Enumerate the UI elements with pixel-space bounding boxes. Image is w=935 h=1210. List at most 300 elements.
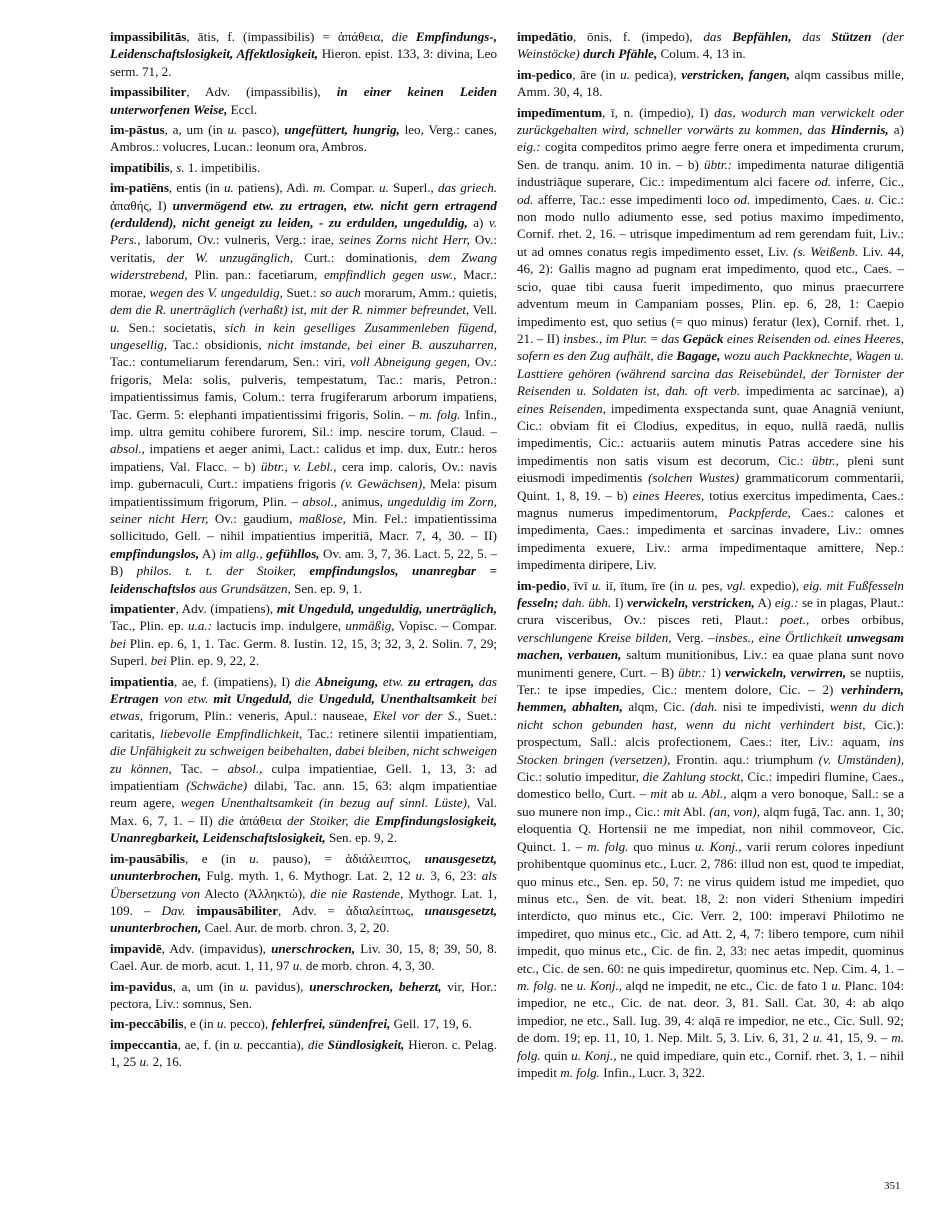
headword: im-peccābilis [110, 1016, 184, 1032]
italic-text: von etw. [163, 691, 209, 707]
italic-text: dah. übh. [561, 595, 612, 610]
entry-text: = [647, 330, 662, 346]
entry-text: Tac.: contumeliarum ferendarum, Sen.: viri, [110, 354, 351, 370]
italic-text: wegen Unenthaltsamkeit (in bezug auf sinnl. Lüste), [180, 795, 471, 811]
entry-text: Hieron. epist. 133, 3: divina, Leo serm. 71, 2. [110, 46, 498, 79]
entry-text: Colum. 4, 13 in. [657, 46, 746, 62]
italic-text: die Unfähigkeit zu schweigen beibehalten, dabei bleiben, nicht schweigen zu können, [110, 743, 497, 776]
entry-text: 1) [706, 664, 726, 680]
italic-text: das [661, 330, 680, 346]
italic-text: u. [831, 977, 842, 993]
italic-text: u. [223, 180, 234, 196]
italic-text: sich in kein geselliges Zusammenleben fügend, ungesellig, [110, 319, 498, 352]
entry-text: saltum munitionibus, Liv.: ea quae plana sunt novo munimenti genere, Curt. – B) [517, 647, 904, 680]
dictionary-entry [110, 1036, 497, 1071]
italic-text: die [307, 1036, 324, 1052]
entry-text: Cic.: non modo nullo adiumento esse, sed potius maximo impedimento, Cornif. rhet. 2, 16. – utrisque impedimentum ad rem gerendam fuit, Liv.: ut ad omnes conatus regis impedimento esset, Liv. [517, 191, 904, 259]
italic-text: u. [239, 978, 250, 994]
headword: impedātio [517, 29, 574, 44]
dictionary-entry [517, 104, 904, 574]
gloss-text: fehlerfrei, sündenfrei, [271, 1016, 391, 1032]
italic-text: die [294, 673, 311, 689]
italic-text: etw. [382, 673, 404, 689]
entry-text: quo minus [628, 838, 695, 854]
italic-text: u. [864, 191, 875, 207]
entry-text: Cic.: impediri flumine, Caes., domestico bello, Curt. – [517, 769, 904, 802]
entry-text: animus, [337, 493, 388, 509]
entry-text: a) [888, 122, 904, 138]
entry-text: Ov. am. 3, 7, 36. Lact. 5, 22, 5. – B) [110, 545, 497, 579]
dictionary-entry [110, 850, 497, 937]
entry-text: nisi te impedivisti, [717, 699, 830, 715]
italic-text: eines Reisenden, [517, 400, 606, 416]
gloss-text: Ungeduld, Unenthaltsamkeit [318, 691, 476, 707]
italic-text: empfindlich gegen usw., [324, 267, 457, 283]
gloss-text: Stützen [831, 29, 872, 44]
entry-text: a) [467, 215, 489, 231]
italic-text: übtr.: [678, 664, 707, 680]
dictionary-entry [517, 28, 904, 63]
entry-text: Tac.: obsidionis, [167, 336, 268, 352]
entry-text: Cic.): prospectum, Sall.: alcis profectionem, Caes.: iter, Liv.: aquam, [517, 716, 904, 750]
entry-text: , a, um (in [172, 978, 240, 994]
italic-text: m. [313, 180, 326, 196]
italic-text: vgl. [726, 577, 746, 593]
entry-text: Fulg. myth. 1, 6. Mythogr. Lat. 2, 12 [201, 868, 416, 884]
gloss-text: Bepfählen, [732, 29, 792, 44]
italic-text: das [478, 673, 497, 689]
dictionary-entry [517, 66, 904, 101]
italic-text: bei etwas, [110, 691, 498, 724]
italic-text: s. [176, 159, 185, 175]
headword: impassibilitās [110, 29, 187, 44]
entry-text: 1. impetibilis. [184, 159, 261, 175]
italic-text: u. [233, 1036, 244, 1052]
italic-text: (solchen Wustes) [648, 470, 740, 486]
italic-text: als Übersetzung von [110, 868, 497, 901]
dictionary-entry [110, 673, 497, 847]
entry-text: Curt.: dominationis, [293, 249, 429, 265]
gloss-text: Empfindungslosigkeit, Unanregbarkeit, Leidenschaftslosigkeit, [110, 812, 497, 846]
italic-text: dem Zwang widerstrebend, [110, 249, 497, 283]
entry-text: Mela: pisum impatientissimum frigorum, Plin. – [110, 476, 497, 509]
italic-text: u. Konj., [571, 1047, 617, 1063]
gloss-text: mit Ungeduld, ungeduldig, unerträglich, [276, 601, 497, 616]
dictionary-entry [517, 577, 904, 1082]
entry-text: Ov.: veritatis, [110, 232, 497, 265]
italic-text: aus Grundsätzen, [199, 580, 291, 596]
italic-text: unmäßig, [345, 618, 395, 634]
entry-text: alqm cassibus mille, Amm. 30, 4, 18. [517, 66, 904, 100]
gloss-text: verhindern, hemmen, abhalten, [517, 682, 904, 715]
italic-text: od. [733, 191, 751, 207]
italic-text: dem die R. unerträglich (verhaßt) ist, mit der R. nimmer befreundet, [110, 302, 470, 318]
gloss-text: zu ertragen, [408, 673, 475, 689]
italic-text: das [802, 29, 821, 44]
gloss-text: Abneigung, [315, 673, 379, 689]
entry-text: Min. Fel.: impatientissima sollicitudo, Gell. – nihil impatientius imperitiā, Macr. 7, 4, 30. – II) [110, 510, 497, 544]
entry-text [186, 903, 197, 918]
italic-text: übtr., [811, 452, 839, 468]
dictionary-entry [110, 179, 497, 597]
entry-text: impatiens et aeger animi, Lact.: calidus et imp. dux, Eutr.: heros impatiens, Val. Flacc. – b) [110, 441, 497, 474]
entry-text: Compar. [325, 180, 380, 196]
sub-headword: impausābiliter [196, 902, 279, 918]
entry-text: ab [667, 786, 689, 802]
entry-text: patiens), Adi. [233, 180, 314, 196]
italic-text: eig. mit Fußfesseln [803, 577, 904, 593]
italic-text: absol., [110, 441, 145, 457]
entry-text: Cic.: solutio impeditur, [517, 769, 643, 785]
entry-text: Ov.: gaudium, [208, 510, 299, 526]
italic-text: m. folg. [517, 1030, 905, 1063]
italic-text: u. [249, 850, 260, 866]
entry-text: afferre, Tac.: esse impedimenti loco [533, 191, 734, 207]
gloss-text: Gepäck [682, 330, 724, 346]
italic-text: das griech. [437, 180, 498, 196]
italic-text: u. [687, 577, 698, 593]
entry-text: impedimento, Caes. [750, 191, 865, 207]
italic-text: eig.: [517, 139, 541, 155]
gloss-text: unerschrocken, beherzt, [309, 978, 442, 994]
entry-text: culpa impatientiae, Gell. 1, 13, 3: ad impatientiam [110, 760, 497, 794]
entry-text: , entis (in [168, 180, 224, 196]
entry-text: Val. Max. 6, 7, 1. – II) [110, 795, 497, 828]
entry-text: ne quid impediare, quin etc., Cornif. rhet. 3, 1. – nihil impedit [517, 1047, 905, 1080]
italic-text: u.a.: [188, 618, 213, 634]
italic-text: od. [814, 174, 832, 190]
entry-text: Infin., imp. ultra gemitu cohibere furorem, Sil.: imp. nescire torum, Claud. – [110, 406, 497, 439]
gloss-text: ungefüttert, hungrig, [284, 122, 400, 138]
italic-text: u. [110, 319, 120, 335]
entry-text: , ātis, f. (impassibilis) = ἀπάθεια, [186, 29, 392, 44]
entry-text: , e (in [183, 1016, 217, 1032]
headword: impassibiliter [110, 84, 187, 100]
entry-text: , Adv. = ἀδιαλείπτως, [278, 902, 425, 918]
entry-text: inferre, Cic., [831, 174, 904, 190]
entry-text: Eccl. [227, 101, 258, 117]
gloss-text: in einer keinen Leiden unterworfenen Weise, [110, 84, 498, 117]
italic-text: nicht imstande, bei einer B. auszuharren, [267, 336, 497, 352]
entry-text: , Adv. (impassibilis), [186, 84, 337, 100]
entry-text: , ī, n. (impedio), I) [602, 104, 715, 120]
italic-text: Packpferde, [728, 504, 791, 520]
italic-text: das [703, 29, 722, 44]
dictionary-entry [110, 159, 497, 176]
entry-text: cogita compeditos primo aegre ferre onera et impedimenta crurum, Sen. de tranqu. anim. 10 in. – b) [517, 139, 904, 172]
entry-text: totius exercitus impedimenta, Caes.: magnus numerus impedimentorum, [517, 487, 905, 520]
italic-text: (an, von), [709, 803, 761, 819]
entry-text: laborum, Ov.: vulneris, Verg.: irae, [140, 232, 339, 248]
entry-text: Plin. ep. 6, 1, 1. Tac. Germ. 8. Iustin. 12, 15, 3; 32, 3, 2. Solin. 7, 29; Superl. [110, 635, 497, 669]
italic-text: u. Abl., [688, 786, 727, 802]
dictionary-entry [110, 28, 497, 80]
italic-text: mit [650, 786, 668, 802]
entry-text: Planc. 104: impedior, ne etc., Cic. de nat. deor. 3, 81. Sall. Cat. 30, 4: ab alqo impedior, ne etc., Sall. Iug. 39, 4: alqā re impedior, ne etc., Cic. Sull. 92; de dom. 19; ep. 11, 10, 1. Nep. Milt. 5, 3. Liv. 6, 31, 2 [517, 977, 904, 1046]
entry-text: Suet.: [282, 284, 321, 300]
italic-text: übtr., v. Lebl., [260, 458, 337, 474]
entry-text: pedica), [630, 66, 682, 82]
italic-text: ungeduldig im Zorn, seiner nicht Herr, [110, 493, 497, 526]
italic-text: die [217, 812, 234, 828]
italic-text: u. [812, 1030, 823, 1046]
italic-text: so auch [320, 284, 361, 300]
entry-text: peccantia), [243, 1036, 308, 1052]
entry-text: pauso), = ἀδιάλειπτος, [259, 850, 425, 866]
entry-text: 41, 15, 9. – [822, 1030, 892, 1046]
entry-text: alqm fugā, Tac. ann. 1, 30; eloquentia Q. Hortensii ne me impediat, non nihil commoveor, Cic. Quinct. 1. – [517, 803, 904, 854]
italic-text: u. [139, 1054, 150, 1070]
left-column [110, 28, 497, 1074]
italic-text: od. [517, 191, 534, 207]
entry-text: , ae, f. (in [177, 1036, 234, 1052]
italic-text: ins Stocken bringen (versetzen), [517, 734, 904, 767]
entry-text: alqm, Cic. [622, 699, 691, 715]
italic-text: m. folg. [560, 1064, 600, 1080]
italic-text: u. [227, 122, 238, 138]
entry-text: 3, 6, 23: [425, 868, 482, 884]
gloss-text: Bagage, [676, 348, 721, 364]
entry-text: , īvī [566, 577, 592, 593]
right-column [517, 28, 904, 1084]
entry-text: Tac., Plin. ep. [110, 618, 189, 634]
entry-text: pecco), [226, 1016, 272, 1032]
page-number: 351 [884, 1180, 901, 1192]
italic-text: absol., [302, 493, 338, 509]
entry-text: Caes.: calones et impedimenta, Caes.: impedimenta et sarcinas invadere, Liv.: omnes impedimenta exuere, Liv.: arma impedimentaque amittere, Nep.: impedimenta diripere, Liv. [517, 504, 904, 573]
gloss-text: unwegsam machen, verbauen, [517, 629, 905, 663]
headword: im-pavidus [110, 978, 173, 994]
entry-text: A) [199, 545, 220, 561]
entry-text: impedimenta exspectanda sunt, quae Anagniā veniunt, Cic.: obviam fit ei Clodius, expeditus, in equo, nullā raedā, nullis impedimentis, Cic.: actuariis autem minutis Patras accedere sine his impedimentis non satis visum est decorum, Cic.: [517, 400, 904, 468]
italic-text: (Schwäche) [186, 778, 248, 794]
gloss-text: Hindernis, [830, 122, 889, 138]
entry-text: pes, [697, 577, 727, 593]
italic-text: die nie Rastende, [310, 885, 404, 901]
italic-text: poet., [780, 612, 810, 628]
entry-text: vir, Hor.: pectora, Liv.: somnus, Sen. [110, 978, 497, 1011]
entry-text: , ōnis, f. (impedo), [573, 29, 704, 44]
entry-text: Superl., [388, 180, 438, 196]
italic-text: insbes., im Plur. [563, 330, 648, 346]
dictionary-entry [110, 121, 497, 156]
entry-text: ne [557, 977, 577, 993]
dictionary-entry [110, 83, 497, 118]
entry-text: alqm a vero bonoque, Sall.: se a suo munere non imp., Cic.: [517, 786, 905, 819]
gloss-text: Empfindungs-, Leidenschaftslosigkeit, Affektlosigkeit, [110, 29, 497, 62]
gloss-text: verwickeln, verstricken, [626, 595, 755, 610]
entry-text: grammaticorum commentarii, Quint. 1, 8, 19. – b) [517, 470, 904, 503]
italic-text: u. [379, 180, 389, 196]
gloss-text: empfindungslos, [110, 545, 200, 561]
gloss-text: unausgesetzt, ununterbrochen, [110, 850, 497, 884]
entry-text: iī, ītum, īre (in [601, 577, 688, 593]
entry-text: , āre (in [572, 66, 621, 82]
entry-text: Sen. ep. 9, 1. [290, 580, 363, 596]
entry-text: Macr.: morae, [110, 267, 497, 300]
entry-text: dilabi, Tac. ann. 15, 63: alqm impatientiae reum agere, [110, 778, 497, 811]
entry-text: Verg. – [671, 629, 715, 645]
entry-text: Frontin. aqu.: triumphum [670, 751, 819, 767]
entry-text: frigorum, Plin.: veneris, Apul.: nauseae, [143, 708, 373, 724]
entry-text: pavidus), [249, 978, 310, 994]
entry-text: lactucis imp. indulgere, [212, 618, 346, 634]
dictionary-entry [110, 1015, 497, 1032]
entry-text: quin [540, 1047, 572, 1063]
italic-text: u. Konj., [694, 838, 742, 854]
entry-text: Plin. ep. 9, 22, 2. [166, 653, 260, 669]
entry-text: varii rerum colores inpediunt prohibentque quominus etc., Lucr. 2, 786: illud non est, quod te impediat, quo minus etc., Sen. ep. 50, 7: ne virus quidem istud me impediet, quo minus etc., Sen. de vit. beat. 18, 2: non videri Sthenium impediri interdicto, quo minus etc., Cic. Verr. 2, 100: imperavi Philotimo ne impediret, quo minus etc., Cic. ad Att. 2, 4, 7: libero tempore, cum nihil impedit, quo minus etc., Cic. de fin. 2, 33: nec aetas impedit, quominus etc., Cic. de sen. 60: ne quis impediretur, quominus etc. Nep. Cim. 4, 1. – [517, 838, 904, 976]
italic-text: t. t. der Stoiker, [185, 563, 296, 579]
italic-text: wozu auch Packknechte, Wagen u. Lasttiere gehören (während sarcina das Reisebündel, der Tornister der Reisenden u. Soldaten ist, dah. oft verb. [517, 348, 904, 399]
entry-text: Vell. [469, 302, 497, 318]
italic-text: u. [216, 1016, 227, 1032]
italic-text: eines Heeres, [632, 487, 705, 503]
italic-text: (der Weinstöcke) [517, 29, 904, 62]
italic-text: (s. Weißenb. [793, 243, 859, 259]
entry-text: I) [611, 595, 627, 610]
headword: impedīmentum [517, 104, 603, 120]
gloss-text: fesseln; [517, 595, 559, 610]
entry-text [821, 29, 832, 44]
entry-text: pasco), [237, 122, 285, 138]
italic-text: verschlungene Kreise bilden, [517, 629, 672, 645]
entry-text: orbes orbibus, [809, 612, 904, 628]
entry-text [871, 29, 882, 44]
headword: impatienter [110, 601, 176, 616]
dictionary-entry [110, 600, 497, 670]
entry-text: Sen.: societatis, [119, 319, 225, 335]
italic-text: u. [620, 66, 630, 82]
italic-text: voll Abneigung gegen, [350, 354, 471, 370]
headword: impatibilis [110, 159, 170, 175]
headword: impatientia [110, 673, 175, 689]
entry-text: 2, 16. [149, 1054, 183, 1070]
gloss-text: gefühllos, [266, 545, 320, 561]
italic-text: liebevolle Empfindlichkeit, [160, 725, 303, 741]
italic-text: bei [110, 635, 126, 651]
entry-text: Suet.: caritatis, [110, 708, 497, 741]
italic-text: Ekel vor der S., [372, 708, 462, 724]
italic-text: im allg., [219, 545, 263, 561]
headword: im-pausābilis [110, 850, 185, 866]
dictionary-entry [110, 978, 497, 1013]
gloss-text: mit Ungeduld, [213, 691, 293, 707]
headword: impeccantia [110, 1036, 178, 1052]
entry-text: Infin., Lucr. 3, 322. [599, 1064, 706, 1080]
headword: im-pedico [517, 66, 573, 82]
entry-text: , Adv. (impatiens), [175, 601, 277, 616]
entry-text: Tac. – [171, 760, 228, 776]
entry-text: Vopisc. – Compar. [394, 618, 498, 634]
gloss-text: unerschrocken, [271, 940, 356, 956]
entry-text: Sen. ep. 9, 2. [325, 830, 397, 846]
italic-text: (v. Gewächsen), [340, 476, 426, 492]
italic-text: eines Reisenden od. eines Heeres, sofern es den Zug aufhält, die [517, 330, 904, 364]
entry-text: , e (in [184, 850, 250, 866]
italic-text: übtr.: [704, 156, 733, 172]
entry-text: Hieron. c. Pelag. 1, 25 [110, 1036, 498, 1070]
dictionary-entry [110, 940, 497, 975]
entry-text: Abl. [680, 803, 710, 819]
entry-text: se nuptiis, Ter.: te ipse impedies, Cic.: mentem dolore, Cic. – 2) [517, 664, 904, 698]
entry-text: Liv. 30, 15, 8; 39, 50, 8. Cael. Aur. de morb. acut. 1, 11, 97 [110, 940, 497, 974]
entry-text: cera imp. caloris, Ov.: navis imp. gubernaculi, Curt.: impatiens frigoris [110, 458, 497, 492]
italic-text: m. folg. [517, 977, 557, 993]
headword: im-pedio [517, 577, 567, 593]
headword: im-pāstus [110, 122, 165, 138]
entry-text: alqd ne impedit, ne etc., Cic. de fato 1 [622, 977, 832, 993]
headword: impavidē [110, 940, 162, 956]
italic-text: m. folg. [587, 838, 629, 854]
entry-text: A) [754, 595, 775, 610]
italic-text: absol., [227, 760, 263, 776]
entry-text: leo, Verg.: canes, Ambros.: volucres, Lucan.: leonum ora, Ambros. [110, 122, 497, 155]
italic-text: insbes., eine Örtlichkeit [714, 629, 842, 645]
italic-text: eig.: [774, 595, 799, 610]
entry-text: Liv. 44, 46, 2): Gallis magno ad pugnam erat impedimento, quod etc., Caes. – scio, quae tibi causa fuerit impedimento, quo minus praecurrere adventum meum in Campaniam posses, Plin. ep. 6, 28, 1: Caepio impedimento est, quo setius (= quo minus) feratur (lex), Cornif. rhet. 1, 21. – II) [517, 243, 904, 346]
italic-text: v. Pers., [110, 215, 497, 248]
entry-text: , Adv. (impavidus), [161, 940, 272, 956]
entry-text: Tac.: retinere silentii impatientiam, [302, 725, 497, 741]
gloss-text: verstricken, fangen, [681, 66, 790, 82]
gloss-text: empfindungslos, unanregbar = leidenschaftslos [110, 563, 497, 596]
entry-text: ἀπαθής, I) [110, 197, 173, 213]
entry-text [722, 29, 733, 44]
entry-text: ἀπάθεια [233, 812, 287, 828]
entry-text: pleni sunt eiusmodi impedimentis [517, 452, 904, 486]
entry-text: Gell. 17, 19, 6. [390, 1016, 472, 1032]
entry-text: impedimenta ac sarcinae), a) [740, 383, 904, 399]
entry-text: , a, um (in [164, 122, 228, 138]
entry-text: impedimenta naturae diligentiā industriāque superare, Cic.: impedimentum alci facere [517, 156, 904, 190]
entry-text: morarum, Amm.: quietis, [360, 284, 497, 300]
italic-text: maßlose, [298, 510, 346, 526]
italic-text: u. [591, 577, 602, 593]
italic-text: die Zahlung stockt, [642, 769, 744, 785]
entry-text: Mythogr. Lat. 1, 109. – [110, 885, 498, 918]
italic-text: wenn du dich nicht schon gebunden hast, wenn du nicht verhindert bist, [517, 699, 904, 732]
italic-text: seines Zorns nicht Herr, [338, 232, 470, 248]
entry-text: Plin. pan.: facetiarum, [187, 267, 324, 283]
italic-text: u. Konj., [576, 977, 623, 993]
gloss-text: verwickeln, verwirren, [725, 664, 847, 680]
entry-text: Alecto (Ἀλληκτώ), [200, 885, 311, 901]
gloss-text: durch Pfähle, [583, 46, 658, 62]
gloss-text: Sündlosigkeit, [327, 1036, 405, 1052]
gloss-text: Ertragen [110, 691, 159, 707]
italic-text: Dav. [161, 902, 186, 918]
italic-text: die [391, 29, 416, 44]
entry-text: , [169, 159, 177, 175]
italic-text: u. [415, 868, 426, 884]
entry-text: de morb. chron. 4, 3, 30. [302, 958, 435, 974]
entry-text [296, 563, 309, 578]
gloss-text: unvermögend etw. zu ertragen, etw. nicht gern ertragend (erduldend), nicht geneigt zu leiden, - zu erdulden, ungeduldig, [110, 197, 497, 231]
italic-text: der W. unzugänglich, [166, 249, 294, 265]
entry-text: Ov.: frigoris, Mela: solis, pulveris, tempestatum, Tac.: maris, Petron.: impatientissimus famis, Colum.: terra frugiferarum arborum impatiens, Tac. Germ. 5: elephanti impatientissimi frigoris, Solin. – [110, 354, 498, 422]
italic-text: der Stoiker, die [286, 812, 370, 828]
italic-text: die [297, 691, 314, 707]
italic-text: bei [150, 653, 167, 669]
gloss-text: unausgesetzt, ununterbrochen, [110, 902, 498, 936]
entry-text: , ae, f. (impatiens), I) [174, 673, 295, 689]
italic-text: (v. Umständen), [818, 751, 904, 767]
italic-text: m. folg. [419, 406, 461, 422]
italic-text: (dah. [690, 699, 718, 715]
italic-text: wegen des V. ungeduldig, [149, 284, 283, 300]
entry-text: expedio), [745, 577, 804, 593]
